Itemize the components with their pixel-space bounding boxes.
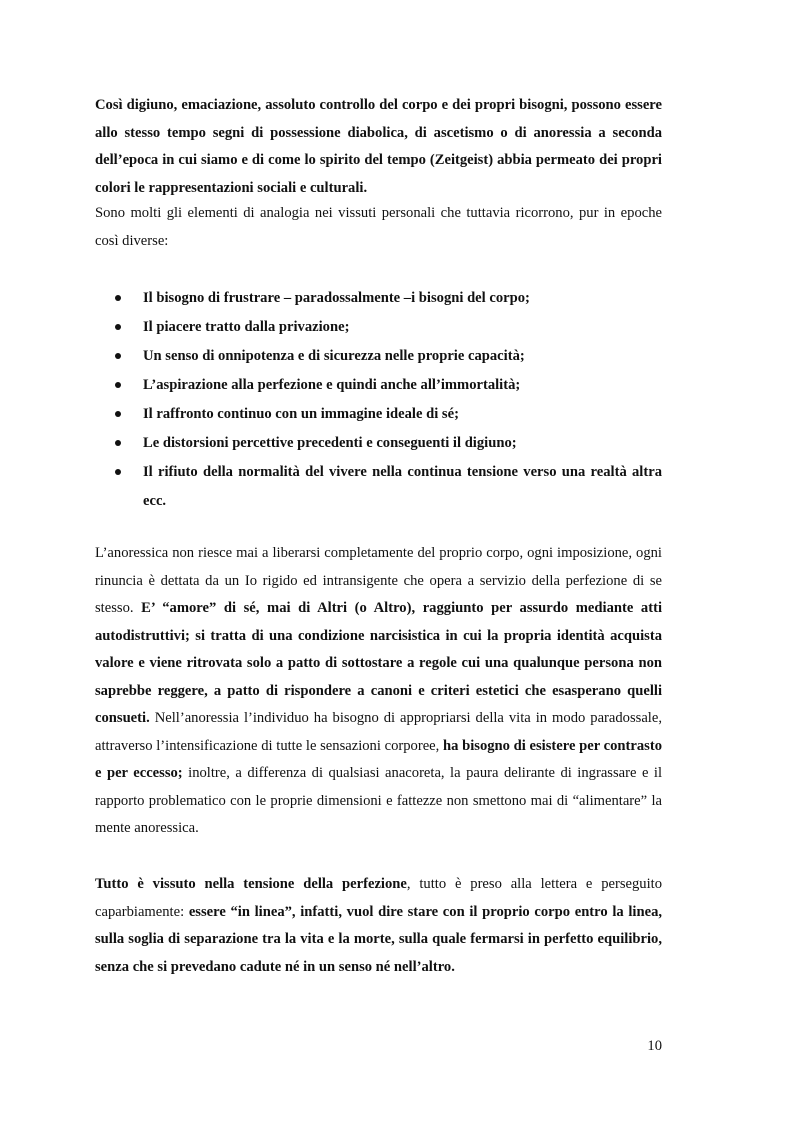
list-item-text: L’aspirazione alla perfezione e quindi anche all’immortalità; [143,377,521,393]
anorexia-bold-2: ha bisogno di esistere per contrasto e per eccesso; [95,737,662,781]
bullet-icon [115,382,121,388]
list-item-text: Il raffronto continuo con un immagine ideale di sé; [143,406,459,422]
anorexia-paragraph [95,540,662,843]
anorexia-text-3: inoltre, a differenza di qualsiasi anacoreta, la paura delirante di ingrassare e il rapporto problematico con le proprie dimensioni e fattezze non smettono mai di “alimentare” la mente anoressica. [95,765,663,836]
list-item [115,342,662,371]
list-item-text: Il bisogno di frustrare – paradossalmente –i bisogni del corpo; [143,290,530,306]
list-item-text: Il piacere tratto dalla privazione; [143,319,350,335]
perfection-paragraph [95,871,662,981]
list-item [115,284,662,313]
list-item [115,458,662,516]
bullet-icon [115,353,121,359]
list-item [115,313,662,342]
bullet-icon [115,295,121,301]
page-number: 10 [647,1038,662,1054]
analogy-paragraph: Sono molti gli elementi di analogia nei vissuti personali che tuttavia ricorrono, pur in epoche così diverse: [95,205,662,249]
bullet-icon [115,411,121,417]
bullet-icon [115,440,121,446]
anorexia-bold-1: E’ “amore” di sé, mai di Altri (o Altro), raggiunto per assurdo mediante atti autodistruttivi; si tratta di una condizione narcisistica in cui la propria identità acquista valore e viene ritrovata solo a patto di sottostare a regole cui una qualunque persona non saprebbe reggere, a patto di rispondere a canoni e criteri estetici che esasperano quelli consueti. [95,600,663,726]
anorexia-text-1: L’anoressica non riesce mai a liberarsi completamente del proprio corpo, ogni imposizione, ogni rinuncia è dettata da un Io rigido ed intransigente che opera a servizio della perfezione di se stesso. [95,545,662,616]
perfection-bold-1: Tutto è vissuto nella tensione della perfezione [95,876,407,892]
perfection-bold-2: essere “in linea”, infatti, vuol dire stare con il proprio corpo entro la linea, sulla soglia di separazione tra la vita e la morte, sulla quale fermarsi in perfetto equilibrio, senza che si prevedano cadute né in un senso né nell’altro. [95,903,663,975]
anorexia-text-2: Nell’anoressia l’individuo ha bisogno di appropriarsi della vita in modo paradossale, attraverso l’intensificazione di tutte le sensazioni corporee, [95,710,662,754]
list-item [115,371,662,400]
bullet-icon [115,469,121,475]
intro-paragraph: Così digiuno, emaciazione, assoluto controllo del corpo e dei propri bisogni, possono essere allo stesso tempo segni di possessione diabolica, di ascetismo o di anoressia a seconda dell’epoca in cui siamo e di come lo spirito del tempo (Zeitgeist) abbia permeato dei propri colori le rappresentazioni sociali e culturali. [95,97,662,196]
list-item-text: Le distorsioni percettive precedenti e conseguenti il digiuno; [143,435,517,451]
list-item-text: Il rifiuto della normalità del vivere nella continua tensione verso una realtà altra ecc. [143,464,662,509]
list-item-text: Un senso di onnipotenza e di sicurezza nelle proprie capacità; [143,348,525,364]
list-item [115,429,662,458]
perfection-text-1: , tutto è preso alla lettera e perseguito caparbiamente: [95,876,662,920]
list-item [115,400,662,429]
analogy-list [115,284,662,516]
bullet-icon [115,324,121,330]
